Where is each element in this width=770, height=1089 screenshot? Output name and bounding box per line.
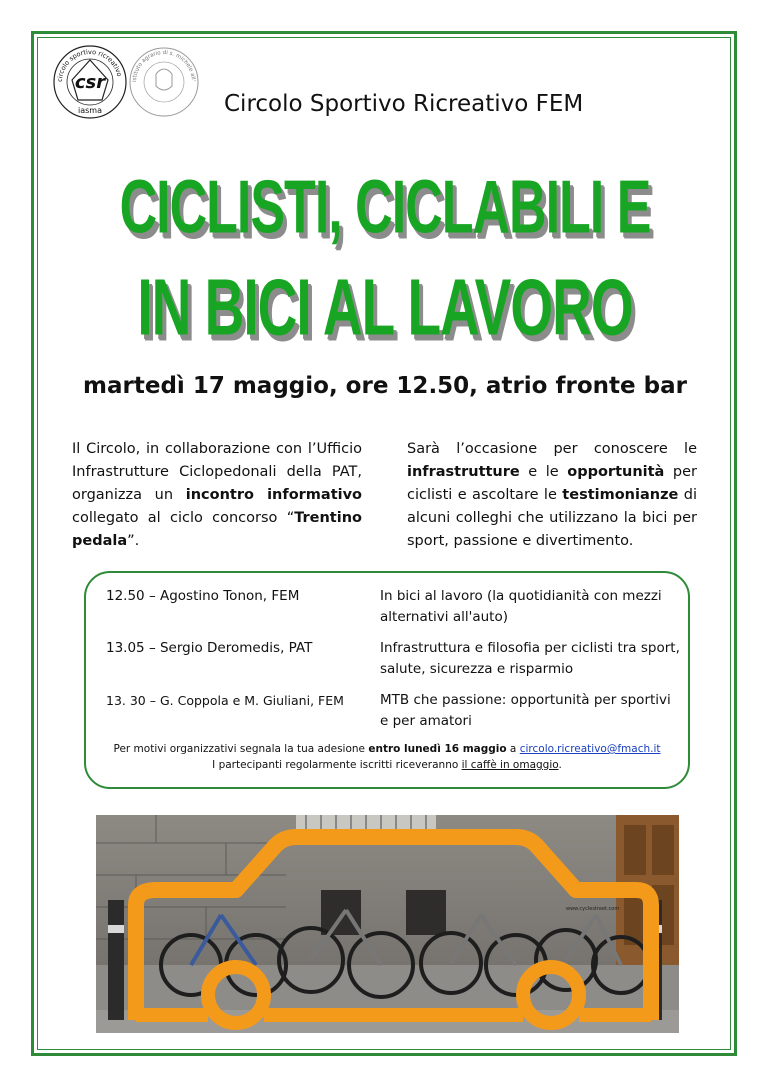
svg-text:iasma: iasma	[78, 106, 102, 115]
program-speaker: 12.50 – Agostino Tonon, FEM	[106, 588, 300, 604]
club-logo-icon	[52, 40, 202, 128]
event-dateline: martedì 17 maggio, ore 12.50, atrio fronte bar	[83, 373, 687, 399]
svg-text:www.cyclestreet.com: www.cyclestreet.com	[566, 906, 620, 912]
purpose-paragraph: Sarà l’occasione per conoscere le infrastrutture e le opportunità per ciclisti e ascoltare le testimonianze di alcuni colleghi che utilizzano la bici per sport, passione e divertimento.	[407, 441, 697, 549]
program-speaker: 13. 30 – G. Coppola e M. Giuliani, FEM	[106, 693, 344, 708]
headline-line-2: IN BICI AL LAVORO	[137, 262, 633, 352]
registration-note: Per motivi organizzativi segnala la tua adesione entro lunedì 16 maggio a circolo.ricreativo@fmach.it I partecipanti regolarmente iscritti riceveranno il caffè in omaggio.	[113, 743, 661, 771]
headline-line-1: CICLISTI, CICLABILI E	[119, 165, 651, 251]
program-box	[84, 571, 690, 789]
svg-text:istituto agrario di s. michele: istituto agrario di s. michele all'	[131, 49, 196, 83]
program-topic: MTB che passione: opportunità per sportivi e per amatori	[380, 692, 671, 729]
svg-text:csr: csr	[74, 72, 106, 93]
program-topic: Infrastruttura e filosofia per ciclisti tra sport, salute, sicurezza e risparmio	[380, 640, 680, 677]
email-link[interactable]: circolo.ricreativo@fmach.it	[519, 743, 661, 755]
program-topic: In bici al lavoro (la quotidianità con mezzi alternativi all'auto)	[380, 588, 662, 625]
program-speaker: 13.05 – Sergio Deromedis, PAT	[106, 640, 313, 656]
org-name: Circolo Sportivo Ricreativo FEM	[224, 91, 584, 117]
bike-rack-photo	[96, 815, 679, 1033]
svg-text:circolo sportivo ricreativo: circolo sportivo ricreativo	[55, 47, 124, 83]
intro-paragraph: Il Circolo, in collaborazione con l’Ufficio Infrastrutture Ciclopedonali della PAT, organizza un incontro informativo collegato al ciclo concorso “Trentino pedala”.	[72, 441, 363, 549]
